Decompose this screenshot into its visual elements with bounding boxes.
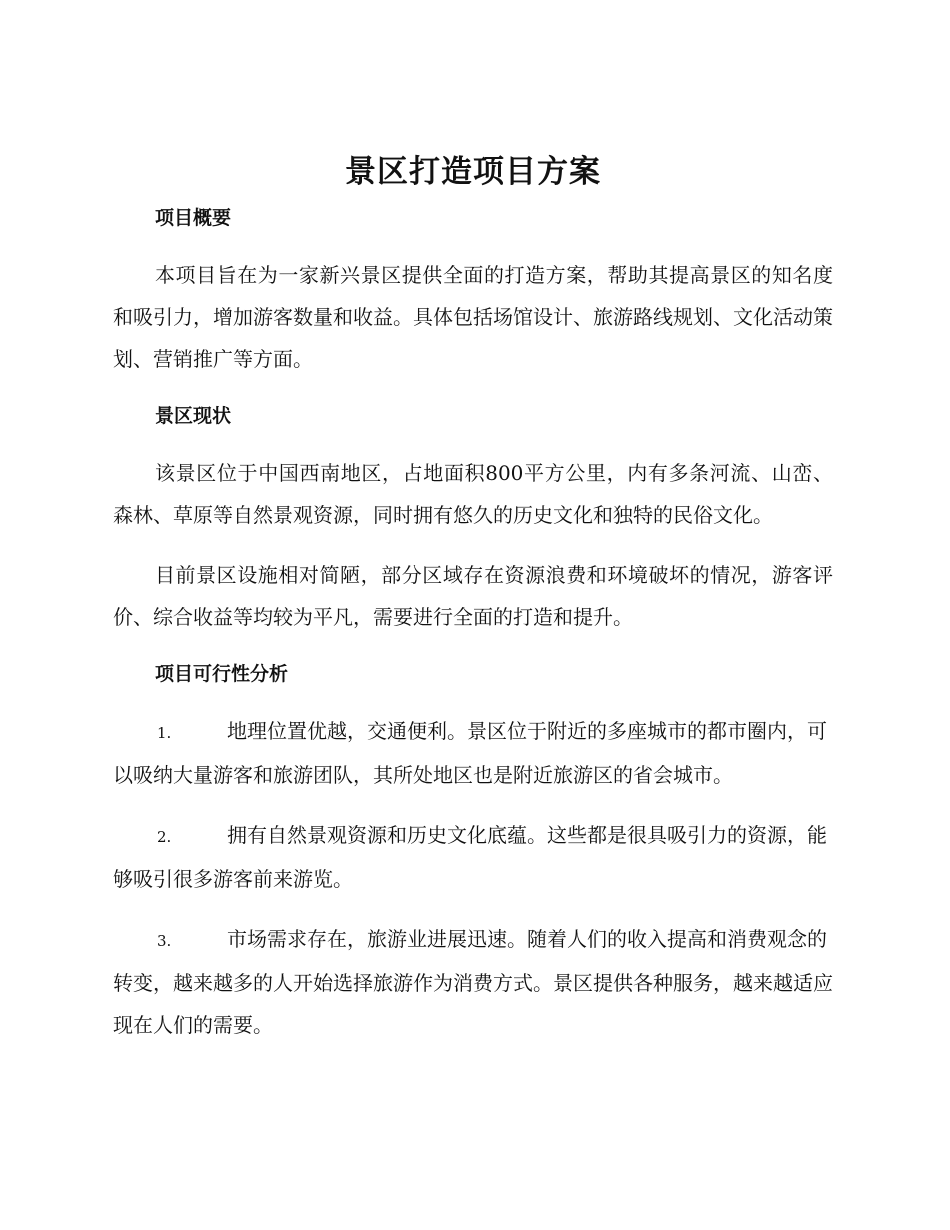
status-paragraph-1: 该景区位于中国西南地区，占地面积800平方公里，内有多条河流、山峦、森林、草原等自然景观资源，同时拥有悠久的历史文化和独特的民俗文化。	[113, 461, 833, 527]
list-item-text: 地理位置优越，交通便利。景区位于附近的多座城市的都市圈内，可以吸纳大量游客和旅游团队，其所处地区也是附近旅游区的省会城市。	[113, 719, 827, 787]
list-number: 2.	[157, 828, 172, 846]
feasibility-item-3	[113, 918, 833, 1046]
list-number: 1.	[157, 724, 172, 742]
status-paragraph-2: 目前景区设施相对简陋，部分区域存在资源浪费和环境破坏的情况，游客评价、综合收益等均较为平凡，需要进行全面的打造和提升。	[113, 563, 833, 629]
overview-paragraph: 本项目旨在为一家新兴景区提供全面的打造方案，帮助其提高景区的知名度和吸引力，增加游客数量和收益。具体包括场馆设计、旅游路线规划、文化活动策划、营销推广等方面。	[113, 263, 833, 371]
section-heading-overview: 项目概要	[155, 207, 232, 229]
document-page	[113, 148, 833, 1046]
feasibility-item-2	[113, 814, 833, 900]
list-item-text: 市场需求存在，旅游业进展迅速。随着人们的收入提高和消费观念的转变，越来越多的人开始选择旅游作为消费方式。景区提供各种服务，越来越适应现在人们的需要。	[113, 927, 833, 1037]
feasibility-item-1	[113, 710, 833, 796]
document-title: 景区打造项目方案	[345, 154, 601, 190]
list-item-text: 拥有自然景观资源和历史文化底蕴。这些都是很具吸引力的资源，能够吸引很多游客前来游览。	[113, 823, 827, 891]
list-number: 3.	[157, 932, 172, 950]
section-heading-feasibility: 项目可行性分析	[155, 663, 289, 685]
section-heading-status: 景区现状	[155, 405, 232, 427]
